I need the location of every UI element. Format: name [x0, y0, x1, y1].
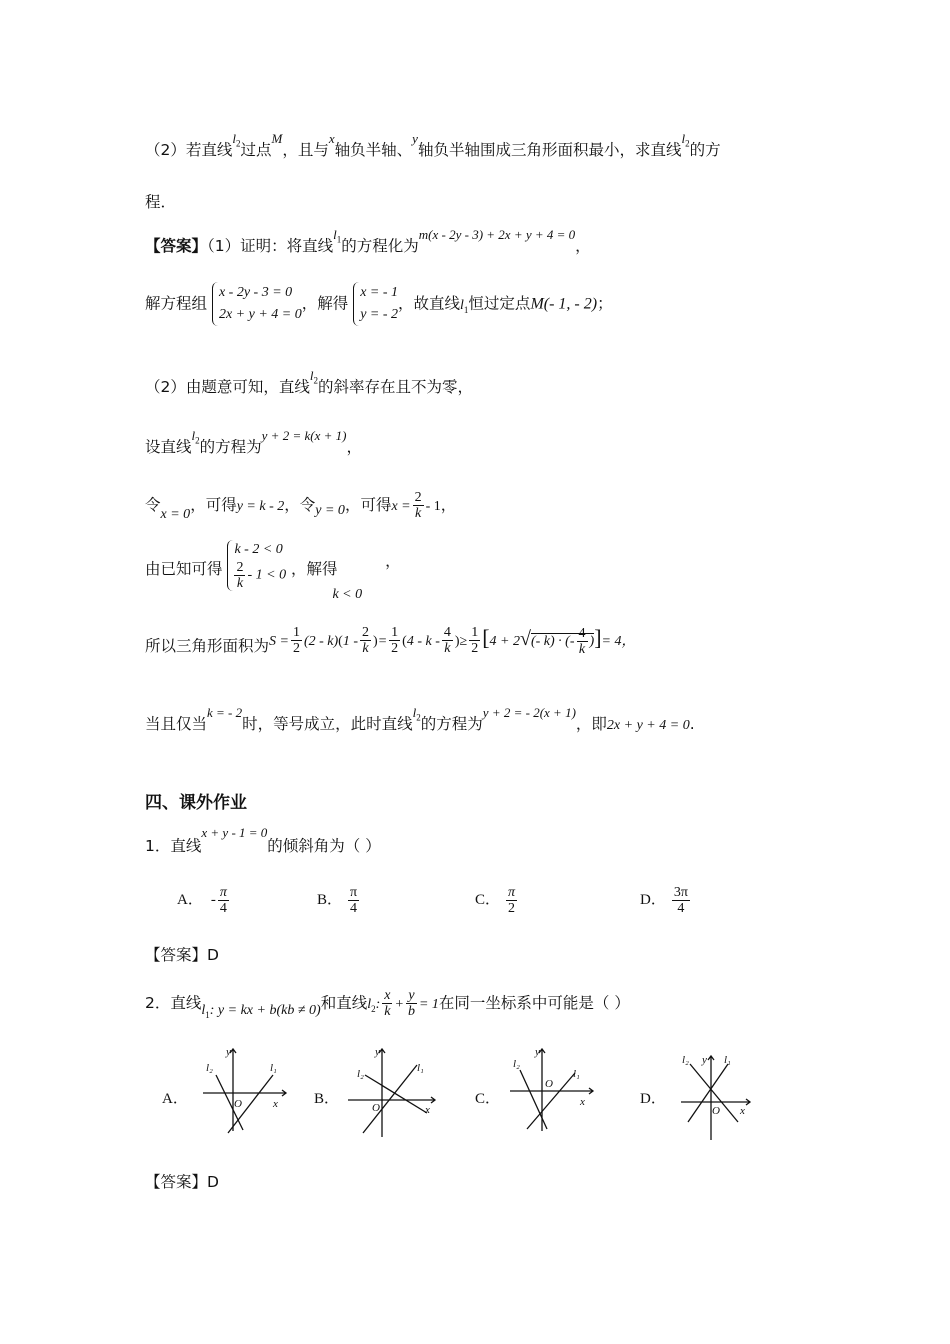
question-2-line2: 程． — [145, 193, 177, 211]
text: ，故直线 — [398, 294, 461, 313]
text: 的方程化为 — [341, 237, 419, 255]
text: （2）由题意可知，直线 — [145, 378, 310, 396]
question-2-line1 — [145, 131, 721, 161]
text: . — [689, 715, 695, 733]
text: 的方程为 — [420, 715, 483, 733]
text: 1．直线 — [145, 837, 202, 855]
text: 令 — [145, 496, 161, 514]
text: ，可得 — [190, 496, 237, 514]
text: （1）证明：将直线 — [207, 237, 334, 255]
svg-text:l₂: l₂ — [513, 1058, 520, 1070]
svg-text:y: y — [226, 1046, 231, 1058]
equation: y + 2 = k(x + 1) — [261, 428, 347, 443]
inequality-system: k - 2 < 0 $\frac{2}{k}$ - 1 < 0 — [227, 540, 286, 591]
q2-graph-b[interactable] — [345, 1045, 440, 1140]
svg-text:x: x — [740, 1105, 745, 1117]
answer-line4: 设直线$^{l_2}$的方程为$^{y + 2 = k(x + 1)}$， — [145, 428, 362, 456]
q2-option-b-label[interactable]: B． — [314, 1091, 340, 1107]
answer-line7: 所以三角形面积为S = $\frac{1}{2}$ (2 - k)(1 - $\frac{2}{k}$ )= $\frac{1}{2}$ (4 - k - $\frac{4}{k}$ )≥ $\frac{1}{2}$ [4 + 2√(- k) · (- $\frac{4}{k}$ )]= 4， — [145, 625, 636, 658]
q2-graph-d[interactable] — [678, 1050, 758, 1145]
text: 的方程为 — [199, 438, 262, 456]
text: ，即 — [575, 715, 607, 733]
equation: k = - 2 — [207, 705, 243, 720]
q2-option-a-label[interactable]: A． — [162, 1091, 188, 1107]
text: 2．直线 — [145, 994, 202, 1012]
answer-line6 — [145, 540, 401, 602]
svg-text:x: x — [273, 1098, 278, 1110]
svg-text:y: y — [375, 1046, 380, 1058]
q2-option-d-label[interactable]: D． — [640, 1091, 666, 1107]
equation: 2x + y + 4 = 0 — [606, 718, 690, 733]
equation: y = 0 — [315, 503, 345, 518]
svg-text:y: y — [535, 1046, 540, 1058]
fixed-point: M(- 1, - 2) — [530, 295, 598, 313]
q1-option-a[interactable]: A． - $\frac{\pi}{4}$ — [177, 885, 227, 916]
svg-text:x: x — [425, 1104, 430, 1116]
l2-symbol: l2 — [681, 131, 690, 149]
answer-line2: 解方程组 x - 2y - 3 = 0 2x + y + 4 = 0，解得 x = - 1 y = - 2，故直线$l_1$恒过定点M(- 1, - 2)； — [145, 282, 613, 326]
text: ，解得 — [291, 560, 338, 578]
text: 的斜率存在且不为零， — [318, 378, 474, 396]
text: （2）若直线 — [145, 141, 233, 159]
text: ， — [575, 237, 591, 255]
l2-symbol: l2 — [232, 131, 241, 149]
svg-text:O: O — [712, 1105, 720, 1117]
result: k < 0 — [332, 587, 363, 602]
text: ， — [385, 552, 401, 570]
svg-text:y: y — [702, 1054, 707, 1066]
q2-graph-a[interactable] — [198, 1045, 293, 1135]
q1-option-c[interactable]: C． $\frac{\pi}{2}$ — [475, 885, 516, 916]
equation: m(x - 2y - 3) + 2x + y + 4 = 0 — [418, 227, 576, 242]
text: 的倾斜角为（ ） — [267, 837, 381, 855]
q2-answer: 【答案】D — [145, 1173, 219, 1191]
text: ，解得 — [301, 294, 349, 313]
equation: x + y - 1 = 0 — [201, 825, 268, 840]
q2-graph-c[interactable] — [505, 1045, 600, 1135]
equation: (2 - k) — [303, 634, 339, 649]
svg-text:x: x — [580, 1096, 585, 1108]
equation: = 4， — [601, 634, 636, 649]
answer-line1: 【答案】（1）证明：将直线$^{l_1}$的方程化为$^{m(x - 2y - 3) + 2x + y + 4 = 0}$， — [145, 227, 591, 255]
svg-text:O: O — [234, 1098, 242, 1110]
equation: x = — [391, 499, 411, 514]
equation: y = k - 2 — [236, 499, 285, 514]
answer-line5 — [145, 490, 456, 521]
svg-text:l₁: l₁ — [724, 1054, 731, 1066]
text: 恒过定点 — [468, 294, 531, 313]
y-symbol: y — [412, 131, 418, 146]
text: 在同一坐标系中可能是（ ） — [438, 994, 630, 1012]
text: ， — [440, 496, 457, 514]
answer-line3: （2）由题意可知，直线$^{l_2}$的斜率存在且不为零， — [145, 368, 474, 396]
text: 和直线 — [320, 994, 368, 1012]
text: 由已知可得 — [145, 560, 223, 578]
text: 轴负半轴、 — [334, 141, 413, 159]
answer-line8: 当且仅当$^{k = - 2}$时，等号成立，此时直线$^{l_2}$的方程为$^{y + 2 = - 2(x + 1)}$，即2x + y + 4 = 0. — [145, 705, 695, 733]
equation: S = — [269, 634, 289, 649]
text: 当且仅当 — [145, 715, 208, 733]
answer-label: 【答案】 — [145, 237, 208, 255]
equation-system-1: x - 2y - 3 = 0 2x + y + 4 = 0 — [212, 282, 302, 326]
equation: y + 2 = - 2(x + 1) — [482, 705, 576, 720]
text: ， — [346, 438, 362, 456]
svg-text:l₁: l₁ — [270, 1062, 277, 1074]
svg-text:O: O — [372, 1102, 380, 1114]
q1-option-d[interactable]: D． $\frac{3\pi}{4}$ — [640, 885, 688, 916]
text: 的方 — [689, 141, 721, 159]
svg-text:O: O — [545, 1078, 553, 1090]
equation: - 1 — [425, 499, 441, 514]
text: ，且与 — [282, 141, 329, 159]
fraction: $\frac{2}{k}$ — [414, 490, 422, 521]
equation-system-2: x = - 1 y = - 2 — [353, 282, 398, 326]
x-symbol: x — [328, 131, 335, 146]
svg-text:l₂: l₂ — [682, 1054, 689, 1066]
text: ，可得 — [344, 496, 392, 514]
section-heading: 四、课外作业 — [145, 793, 247, 813]
text: ，令 — [284, 496, 316, 514]
svg-text:l₁: l₁ — [417, 1062, 424, 1074]
equation: x = 0 — [160, 507, 191, 522]
svg-text:l₂: l₂ — [357, 1068, 364, 1080]
q1-option-b[interactable]: B． $\frac{\pi}{4}$ — [317, 885, 358, 916]
text: 轴负半轴围成三角形面积最小，求直线 — [417, 141, 682, 159]
text: 设直线 — [145, 438, 192, 456]
svg-text:l₂: l₂ — [206, 1062, 213, 1074]
homework-q2: 2．直线$l_1$: y = kx + b(kb ≠ 0)和直线$l_2$: $\frac{x}{k}$ + $\frac{y}{b}$ = 1在同一坐标系中可能是（ ） — [145, 988, 630, 1020]
q1-answer: 【答案】D — [145, 946, 219, 964]
q2-option-c-label[interactable]: C． — [475, 1091, 501, 1107]
text: 时，等号成立，此时直线 — [242, 715, 413, 733]
text: 所以三角形面积为 — [145, 637, 270, 655]
text: ； — [597, 294, 613, 313]
text: 解方程组 — [145, 294, 208, 313]
homework-q1 — [145, 825, 381, 856]
text: 过点 — [240, 141, 272, 159]
svg-text:l₁: l₁ — [573, 1068, 580, 1080]
point-M: M — [271, 131, 283, 146]
